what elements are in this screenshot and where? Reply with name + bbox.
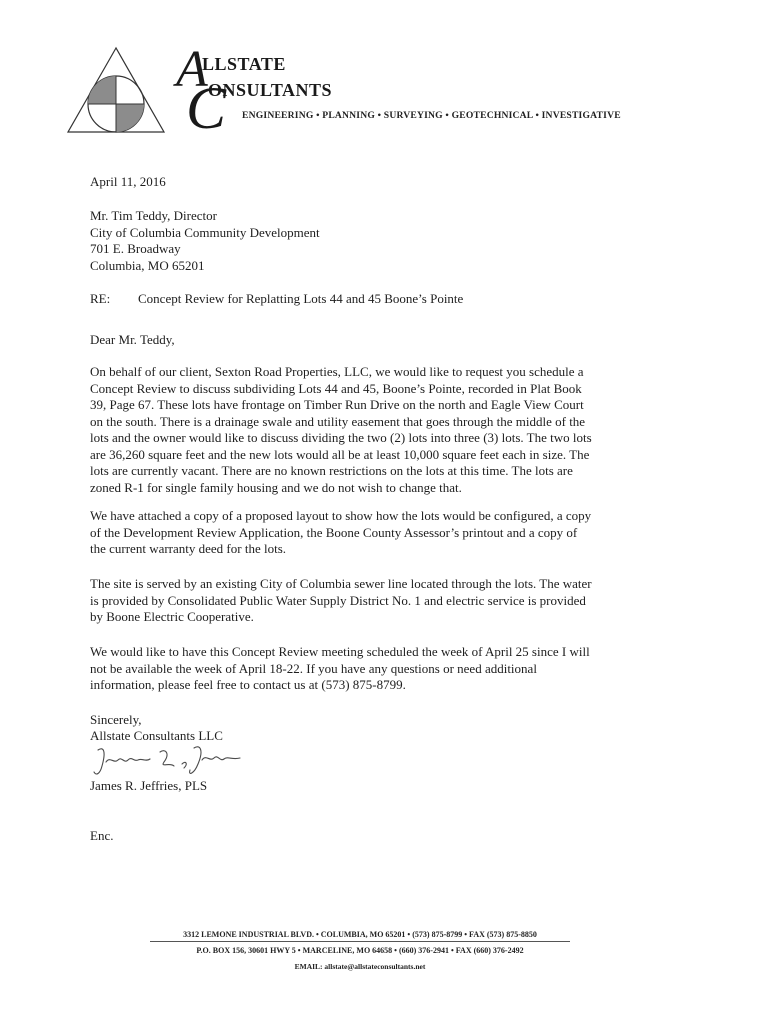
subject-line [90,291,463,308]
body-paragraph-4 [90,644,590,694]
brand-initial-c: C [186,75,227,141]
company-logo-icon [66,46,166,138]
paragraph-line: zoned R-1 for single family housing and we do not wish to change that. [90,479,462,495]
recipient-line: Columbia, MO 65201 [90,257,205,273]
subject-label: RE: [90,291,111,306]
footer-address-columbia: 3312 LEMONE INDUSTRIAL BLVD. • COLUMBIA, MO 65201 • (573) 875-8799 • FAX (573) 875-8850 [183,930,537,939]
paragraph-line: lots and the owner would like to discuss dividing the two (2) lots into three (3) lots. The two lots [90,430,592,445]
paragraph-line: Concept Review to discuss subdividing Lots 44 and 45, Boone’s Pointe, recorded in Plat Book [90,380,582,396]
letterhead-brand [172,41,692,141]
services-tagline: ENGINEERING • PLANNING • SURVEYING • GEOTECHNICAL • INVESTIGATIVE [242,110,621,121]
enclosure-note: Enc. [90,828,114,843]
company-name: Allstate Consultants LLC [90,728,223,743]
letter-date: April 11, 2016 [90,174,166,189]
recipient-address [90,208,320,274]
body-paragraph-1 [90,364,592,496]
brand-initial-a: A [176,41,208,98]
paragraph-line: is provided by Consolidated Public Water Supply District No. 1 and electric service is provided [90,592,586,608]
paragraph-line: information, please feel free to contact us at (573) 875-8799. [90,677,406,692]
paragraph-line: of the Development Review Application, the Boone County Assessor’s printout and a copy of [90,524,578,540]
paragraph-line: the current warranty deed for the lots. [90,541,287,556]
recipient-line: 701 E. Broadway [90,241,181,256]
body-paragraph-3 [90,576,592,626]
paragraph-line: We have attached a copy of a proposed layout to show how the lots would be configured, a copy [90,508,592,523]
closing-block [90,712,223,744]
paragraph-line: On behalf of our client, Sexton Road Properties, LLC, we would like to request you schedule a [90,364,584,379]
brand-word-consultants: ONSULTANTS [208,80,333,100]
paragraph-line: not be available the week of April 18-22. If you have any questions or need additional [90,660,537,676]
handwritten-signature-icon [90,742,260,782]
signer-name: James R. Jeffries, PLS [90,778,208,793]
paragraph-line: The site is served by an existing City of Columbia sewer line located through the lots. The water [90,576,592,591]
paragraph-line: by Boone Electric Cooperative. [90,609,254,624]
salutation: Dear Mr. Teddy, [90,332,175,347]
footer-address-marceline: P.O. BOX 156, 30601 HWY 5 • MARCELINE, MO 64658 • (660) 376-2941 • FAX (660) 376-2492 [196,946,524,955]
closing-phrase: Sincerely, [90,712,142,727]
footer-email: EMAIL: allstate@allstateconsultants.net [294,962,426,971]
subject-text: Concept Review for Replatting Lots 44 and 45 Boone’s Pointe [138,291,464,306]
body-paragraph-2 [90,508,591,558]
paragraph-line: are 36,260 square feet and the new lots would all be at least 10,000 square feet each in size. The [90,446,590,462]
paragraph-line: lots are currently vacant. There are no known restrictions on the lots at this time. The lots are [90,463,573,478]
paragraph-line: 39, Page 67. These lots have frontage on Timber Run Drive on the north and Eagle View Court [90,397,584,412]
recipient-line: City of Columbia Community Development [90,224,320,240]
paragraph-line: on the south. There is a drainage swale and utility easement that goes through the middle of the [90,413,586,429]
footer-divider [150,941,570,942]
paragraph-line: We would like to have this Concept Review meeting scheduled the week of April 25 since I will [90,644,590,659]
recipient-line: Mr. Tim Teddy, Director [90,208,217,223]
brand-word-allstate: LLSTATE [202,54,286,74]
